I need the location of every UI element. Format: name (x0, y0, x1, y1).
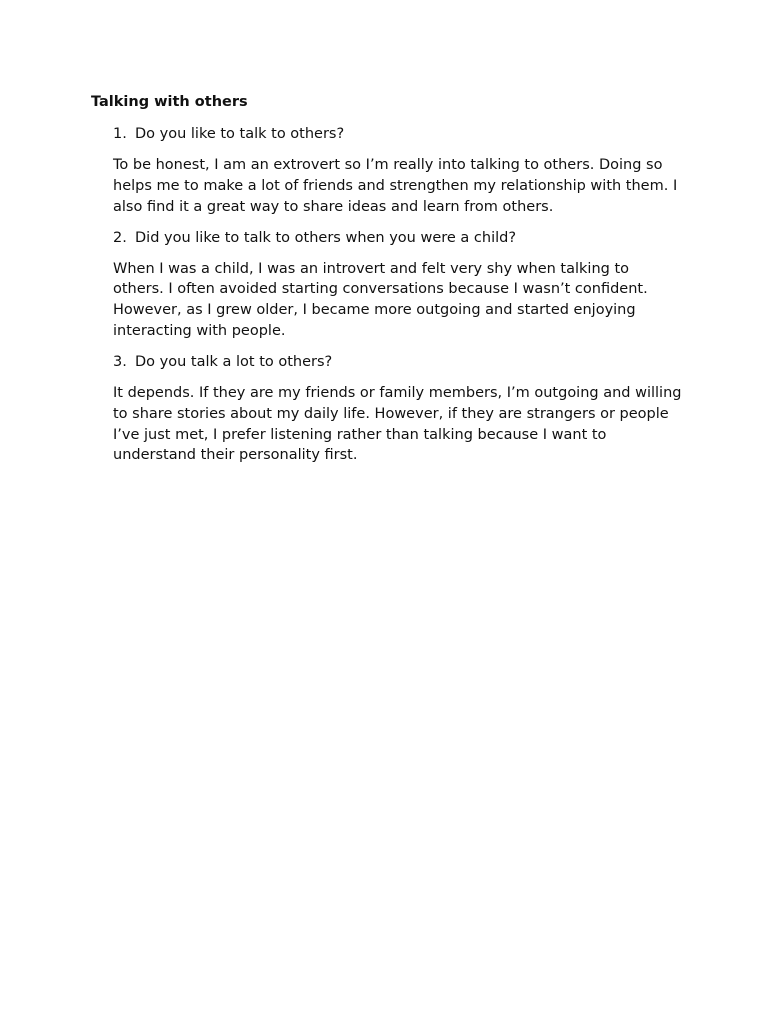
question-3 (113, 352, 683, 373)
question-2 (113, 228, 683, 249)
question-number: 2. (113, 229, 127, 246)
answer-3: It depends. If they are my friends or family members, I’m outgoing and willing to share stories about my daily life. However, if they are strangers or people I’ve just met, I prefer listening rather than talking because I want to understand their personality first. (113, 384, 682, 464)
document-title: Talking with others (91, 94, 248, 110)
question-1 (113, 124, 683, 145)
question-number: 1. (113, 126, 127, 142)
question-number: 3. (113, 353, 127, 370)
answer-2: When I was a child, I was an introvert and felt very shy when talking to others. I often avoided starting conversations because I wasn’t confident. However, as I grew older, I became more outgoing and started enjoying interacting with people. (113, 260, 648, 339)
question-text: Did you like to talk to others when you were a child? (135, 229, 517, 246)
question-text: Do you talk a lot to others? (135, 353, 333, 370)
qa-list (113, 124, 683, 476)
question-text: Do you like to talk to others? (135, 126, 345, 142)
answer-1: To be honest, I am an extrovert so I’m really into talking to others. Doing so helps me to make a lot of friends and strengthen my relationship with them. I also find it a great way to share ideas and learn from others. (113, 156, 678, 215)
